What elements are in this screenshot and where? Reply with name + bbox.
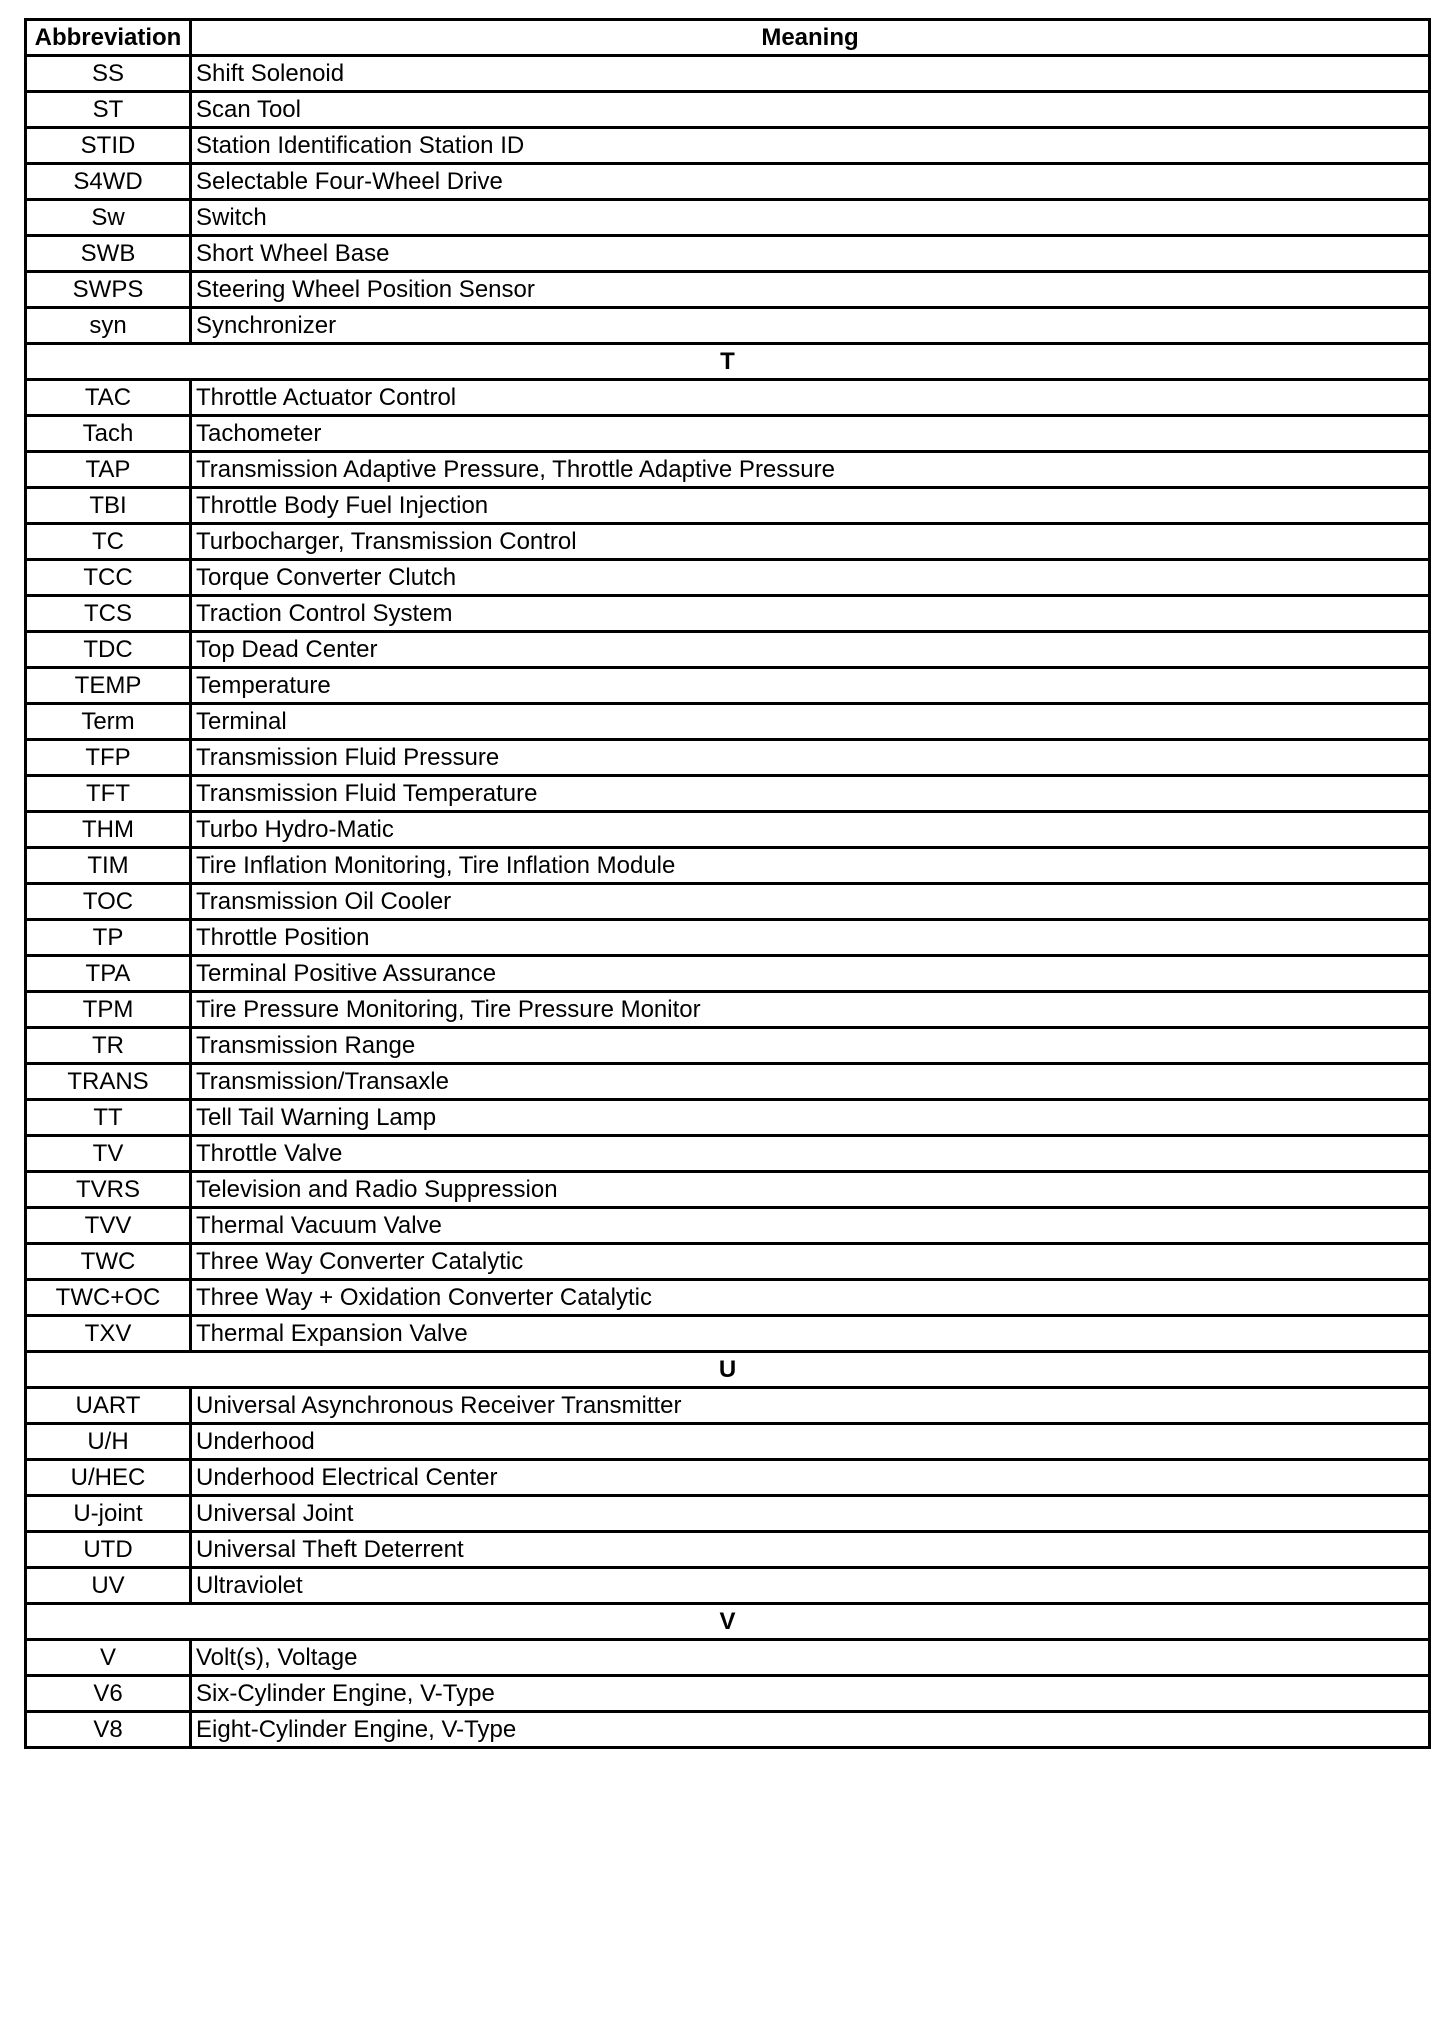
abbreviation-cell: U-joint [26, 1496, 191, 1532]
abbreviation-cell: TP [26, 920, 191, 956]
meaning-cell: Torque Converter Clutch [191, 560, 1430, 596]
abbreviation-cell: TPA [26, 956, 191, 992]
table-row [26, 1568, 1430, 1604]
meaning-cell: Underhood [191, 1424, 1430, 1460]
meaning-cell: Steering Wheel Position Sensor [191, 272, 1430, 308]
abbreviation-cell: TIM [26, 848, 191, 884]
abbreviation-cell: UV [26, 1568, 191, 1604]
meaning-cell: Tell Tail Warning Lamp [191, 1100, 1430, 1136]
meaning-cell: Six-Cylinder Engine, V-Type [191, 1676, 1430, 1712]
meaning-column-header: Meaning [191, 20, 1430, 56]
meaning-cell: Station Identification Station ID [191, 128, 1430, 164]
abbreviation-cell: Tach [26, 416, 191, 452]
table-row [26, 1028, 1430, 1064]
section-header-row [26, 1352, 1430, 1388]
table-row [26, 560, 1430, 596]
meaning-cell: Throttle Actuator Control [191, 380, 1430, 416]
abbreviation-cell: TWC+OC [26, 1280, 191, 1316]
abbreviation-cell: SS [26, 56, 191, 92]
table-row [26, 236, 1430, 272]
meaning-cell: Three Way + Oxidation Converter Catalytic [191, 1280, 1430, 1316]
meaning-cell: Volt(s), Voltage [191, 1640, 1430, 1676]
table-row [26, 704, 1430, 740]
meaning-cell: Tire Pressure Monitoring, Tire Pressure Monitor [191, 992, 1430, 1028]
meaning-cell: Switch [191, 200, 1430, 236]
abbreviation-cell: ST [26, 92, 191, 128]
meaning-cell: Short Wheel Base [191, 236, 1430, 272]
table-row [26, 1388, 1430, 1424]
table-row [26, 272, 1430, 308]
meaning-cell: Universal Theft Deterrent [191, 1532, 1430, 1568]
abbreviation-cell: TRANS [26, 1064, 191, 1100]
meaning-cell: Turbo Hydro-Matic [191, 812, 1430, 848]
table-row [26, 164, 1430, 200]
table-row [26, 1676, 1430, 1712]
section-header-row [26, 1604, 1430, 1640]
table-row [26, 1460, 1430, 1496]
meaning-cell: Turbocharger, Transmission Control [191, 524, 1430, 560]
abbreviation-cell: TEMP [26, 668, 191, 704]
abbreviation-cell: TR [26, 1028, 191, 1064]
section-letter: U [26, 1352, 1430, 1388]
table-row [26, 452, 1430, 488]
table-row [26, 1712, 1430, 1748]
meaning-cell: Selectable Four-Wheel Drive [191, 164, 1430, 200]
meaning-cell: Transmission Fluid Pressure [191, 740, 1430, 776]
abbreviation-cell: TCS [26, 596, 191, 632]
table-row [26, 1208, 1430, 1244]
table-row [26, 92, 1430, 128]
table-row [26, 920, 1430, 956]
abbreviation-cell: TC [26, 524, 191, 560]
meaning-cell: Universal Asynchronous Receiver Transmitter [191, 1388, 1430, 1424]
abbreviation-cell: U/HEC [26, 1460, 191, 1496]
section-letter: V [26, 1604, 1430, 1640]
section-letter: T [26, 344, 1430, 380]
abbreviation-cell: syn [26, 308, 191, 344]
table-row [26, 200, 1430, 236]
abbreviation-cell: Term [26, 704, 191, 740]
table-row [26, 488, 1430, 524]
abbreviation-cell: UTD [26, 1532, 191, 1568]
meaning-cell: Transmission Oil Cooler [191, 884, 1430, 920]
meaning-cell: Universal Joint [191, 1496, 1430, 1532]
abbreviation-cell: TV [26, 1136, 191, 1172]
meaning-cell: Ultraviolet [191, 1568, 1430, 1604]
section-header-row [26, 344, 1430, 380]
abbreviation-cell: UART [26, 1388, 191, 1424]
table-body [26, 56, 1430, 1748]
abbreviation-cell: SWPS [26, 272, 191, 308]
table-row [26, 956, 1430, 992]
meaning-cell: Tire Inflation Monitoring, Tire Inflation Module [191, 848, 1430, 884]
table-row [26, 416, 1430, 452]
table-row [26, 308, 1430, 344]
abbreviation-cell: TDC [26, 632, 191, 668]
abbreviation-cell: TOC [26, 884, 191, 920]
abbreviation-cell: TAP [26, 452, 191, 488]
table-row [26, 848, 1430, 884]
meaning-cell: Tachometer [191, 416, 1430, 452]
abbreviation-cell: SWB [26, 236, 191, 272]
table-row [26, 1136, 1430, 1172]
meaning-cell: Terminal [191, 704, 1430, 740]
meaning-cell: Eight-Cylinder Engine, V-Type [191, 1712, 1430, 1748]
table-row [26, 1640, 1430, 1676]
table-row [26, 1064, 1430, 1100]
meaning-cell: Throttle Body Fuel Injection [191, 488, 1430, 524]
abbreviation-cell: Sw [26, 200, 191, 236]
table-row [26, 1532, 1430, 1568]
abbreviation-cell: TVRS [26, 1172, 191, 1208]
abbreviation-cell: TFT [26, 776, 191, 812]
meaning-cell: Transmission Adaptive Pressure, Throttle Adaptive Pressure [191, 452, 1430, 488]
meaning-cell: Television and Radio Suppression [191, 1172, 1430, 1208]
table-row [26, 1316, 1430, 1352]
table-row [26, 128, 1430, 164]
table-row [26, 812, 1430, 848]
table-row [26, 380, 1430, 416]
abbreviation-cell: THM [26, 812, 191, 848]
meaning-cell: Throttle Valve [191, 1136, 1430, 1172]
table-row [26, 1496, 1430, 1532]
meaning-cell: Thermal Vacuum Valve [191, 1208, 1430, 1244]
table-row [26, 524, 1430, 560]
meaning-cell: Three Way Converter Catalytic [191, 1244, 1430, 1280]
abbreviation-cell: TFP [26, 740, 191, 776]
table-row [26, 668, 1430, 704]
meaning-cell: Transmission/Transaxle [191, 1064, 1430, 1100]
abbreviation-cell: U/H [26, 1424, 191, 1460]
abbreviation-table [24, 18, 1431, 1749]
table-row [26, 740, 1430, 776]
meaning-cell: Traction Control System [191, 596, 1430, 632]
table-row [26, 1244, 1430, 1280]
abbreviation-cell: STID [26, 128, 191, 164]
meaning-cell: Shift Solenoid [191, 56, 1430, 92]
abbreviation-cell: TWC [26, 1244, 191, 1280]
abbreviation-cell: S4WD [26, 164, 191, 200]
meaning-cell: Thermal Expansion Valve [191, 1316, 1430, 1352]
meaning-cell: Synchronizer [191, 308, 1430, 344]
table-row [26, 1172, 1430, 1208]
table-row [26, 632, 1430, 668]
abbreviation-cell: TAC [26, 380, 191, 416]
abbreviation-cell: V [26, 1640, 191, 1676]
meaning-cell: Transmission Fluid Temperature [191, 776, 1430, 812]
meaning-cell: Scan Tool [191, 92, 1430, 128]
meaning-cell: Top Dead Center [191, 632, 1430, 668]
table-row [26, 992, 1430, 1028]
abbreviation-cell: TCC [26, 560, 191, 596]
table-row [26, 1100, 1430, 1136]
meaning-cell: Temperature [191, 668, 1430, 704]
abbreviation-cell: TVV [26, 1208, 191, 1244]
abbreviation-cell: TBI [26, 488, 191, 524]
abbreviation-column-header: Abbreviation [26, 20, 191, 56]
table-row [26, 1280, 1430, 1316]
table-row [26, 1424, 1430, 1460]
abbreviation-cell: V8 [26, 1712, 191, 1748]
abbreviation-cell: TPM [26, 992, 191, 1028]
meaning-cell: Terminal Positive Assurance [191, 956, 1430, 992]
meaning-cell: Transmission Range [191, 1028, 1430, 1064]
table-row [26, 56, 1430, 92]
abbreviation-cell: TXV [26, 1316, 191, 1352]
table-row [26, 776, 1430, 812]
abbreviation-cell: V6 [26, 1676, 191, 1712]
meaning-cell: Throttle Position [191, 920, 1430, 956]
table-row [26, 884, 1430, 920]
table-row [26, 596, 1430, 632]
abbreviation-cell: TT [26, 1100, 191, 1136]
table-header-row [26, 20, 1430, 56]
meaning-cell: Underhood Electrical Center [191, 1460, 1430, 1496]
